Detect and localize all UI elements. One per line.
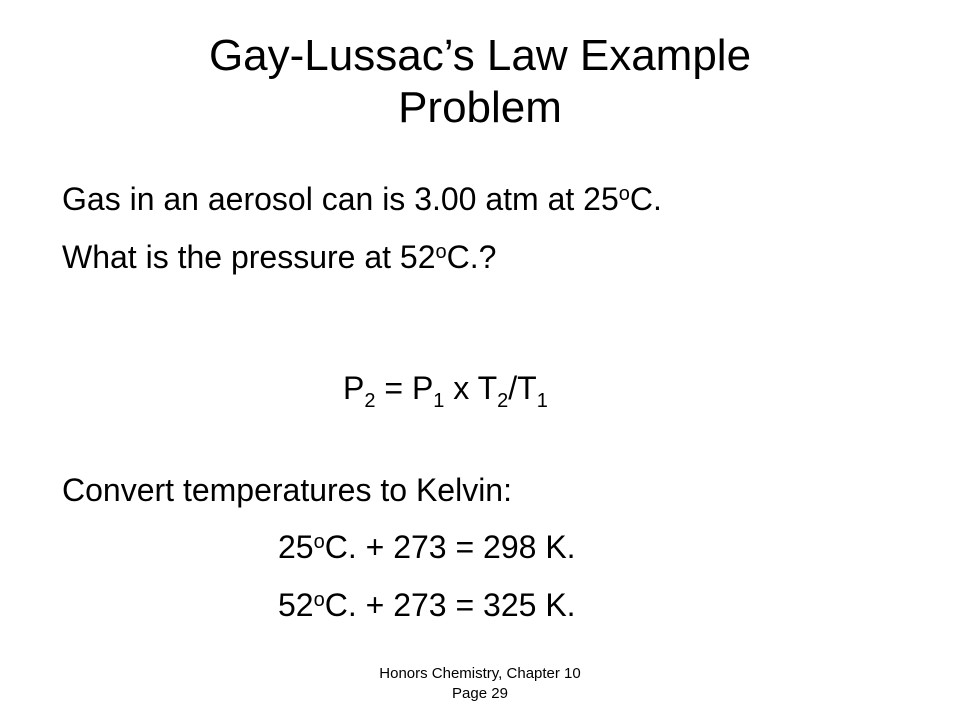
formula-divide-t: /T — [508, 370, 537, 406]
degree-superscript: o — [313, 589, 325, 611]
conversion-1-celsius: 25 — [278, 529, 314, 565]
formula-t2-subscript: 2 — [497, 390, 509, 412]
problem-line-1-text: Gas in an aerosol can is 3.00 atm at 25 — [62, 181, 619, 217]
footer-line-1: Honors Chemistry, Chapter 10 — [379, 665, 581, 682]
conversion-2-celsius: 52 — [278, 587, 314, 623]
slide-title-line2: Problem — [398, 83, 562, 132]
degree-superscript: o — [435, 241, 447, 263]
problem-line-1 — [62, 179, 662, 219]
formula-p2-subscript: 2 — [364, 390, 376, 412]
convert-heading: Convert temperatures to Kelvin: — [62, 472, 512, 508]
formula-p1-subscript: 1 — [433, 390, 445, 412]
degree-superscript: o — [618, 183, 630, 205]
problem-line-2-text: What is the pressure at 52 — [62, 239, 436, 275]
footer-line-2: Page 29 — [452, 685, 508, 702]
conversion-line-2 — [278, 585, 576, 625]
formula-t1-subscript: 1 — [536, 390, 548, 412]
conversion-2-rest: C. + 273 = 325 K. — [324, 587, 576, 623]
formula-times-t: x T — [444, 370, 498, 406]
slide-title-line1: Gay-Lussac’s Law Example — [208, 31, 752, 80]
formula — [343, 368, 548, 412]
conversion-1-rest: C. + 273 = 298 K. — [324, 529, 576, 565]
formula-equals-p: = P — [375, 370, 434, 406]
problem-line-2-unit: C.? — [446, 239, 497, 275]
problem-line-1-unit: C. — [629, 181, 662, 217]
slide-footer — [330, 664, 630, 704]
conversion-line-1 — [278, 527, 576, 567]
problem-line-2 — [62, 237, 496, 277]
degree-superscript: o — [313, 531, 325, 553]
formula-p: P — [343, 370, 365, 406]
slide-title — [80, 30, 880, 134]
